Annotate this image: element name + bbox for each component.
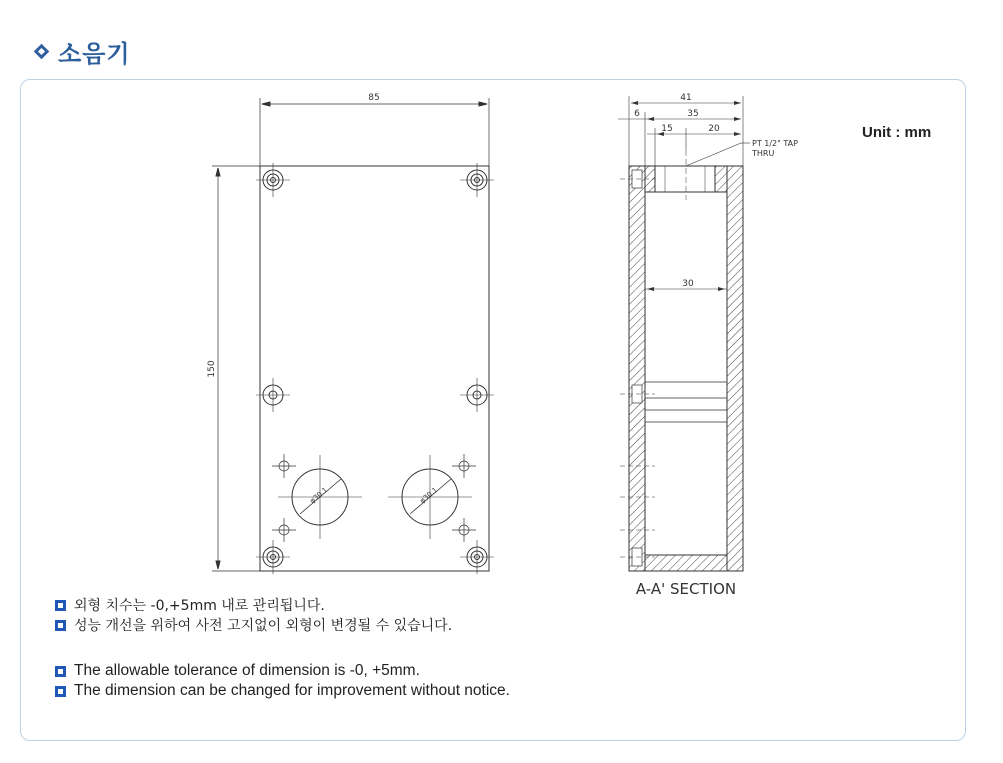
front-view [212,98,494,574]
mount-hole [256,540,290,574]
note-text: The dimension can be changed for improvement without notice. [74,682,510,699]
dim-20-label: 20 [708,124,720,134]
section-title-text: 소음기 [58,40,131,68]
section-caption: A-A' SECTION [635,580,737,598]
square-bullet-icon [55,686,66,697]
unit-label: Unit : mm [862,124,932,141]
square-bullet-icon [55,666,66,677]
dim-total-label: 41 [680,93,692,103]
note-item [55,615,452,635]
note-item [55,661,510,681]
note-text: 외형 치수는 -0,+5mm 내로 관리됩니다. [74,598,325,614]
tap-note-line2: THRU [752,149,775,158]
dim-30-label: 30 [682,279,694,289]
tap-note-line1: PT 1/2" TAP [752,139,798,148]
dim-15-label: 15 [661,124,673,134]
port-left-label: φ30.1 [308,485,330,506]
note-text: 성능 개선을 위하여 사전 고지없이 외형이 변경될 수 있습니다. [74,618,453,634]
dim-height-label: 150 [207,360,217,378]
dim-35-label: 35 [687,109,699,119]
square-bullet-icon [55,600,66,611]
dim-wall-label: 6 [634,109,640,119]
note-text: The allowable tolerance of dimension is -0, +5mm. [74,662,420,679]
screw-holes [272,454,476,542]
notes-korean [55,595,452,635]
square-bullet-icon [55,620,66,631]
section-view [618,96,750,571]
mount-hole [256,163,290,197]
notes-english [55,661,510,701]
note-item [55,681,510,701]
note-item [55,595,452,615]
dim-width-label: 85 [368,93,380,103]
port-right-label: φ30.1 [418,485,440,506]
mount-hole [256,378,290,412]
